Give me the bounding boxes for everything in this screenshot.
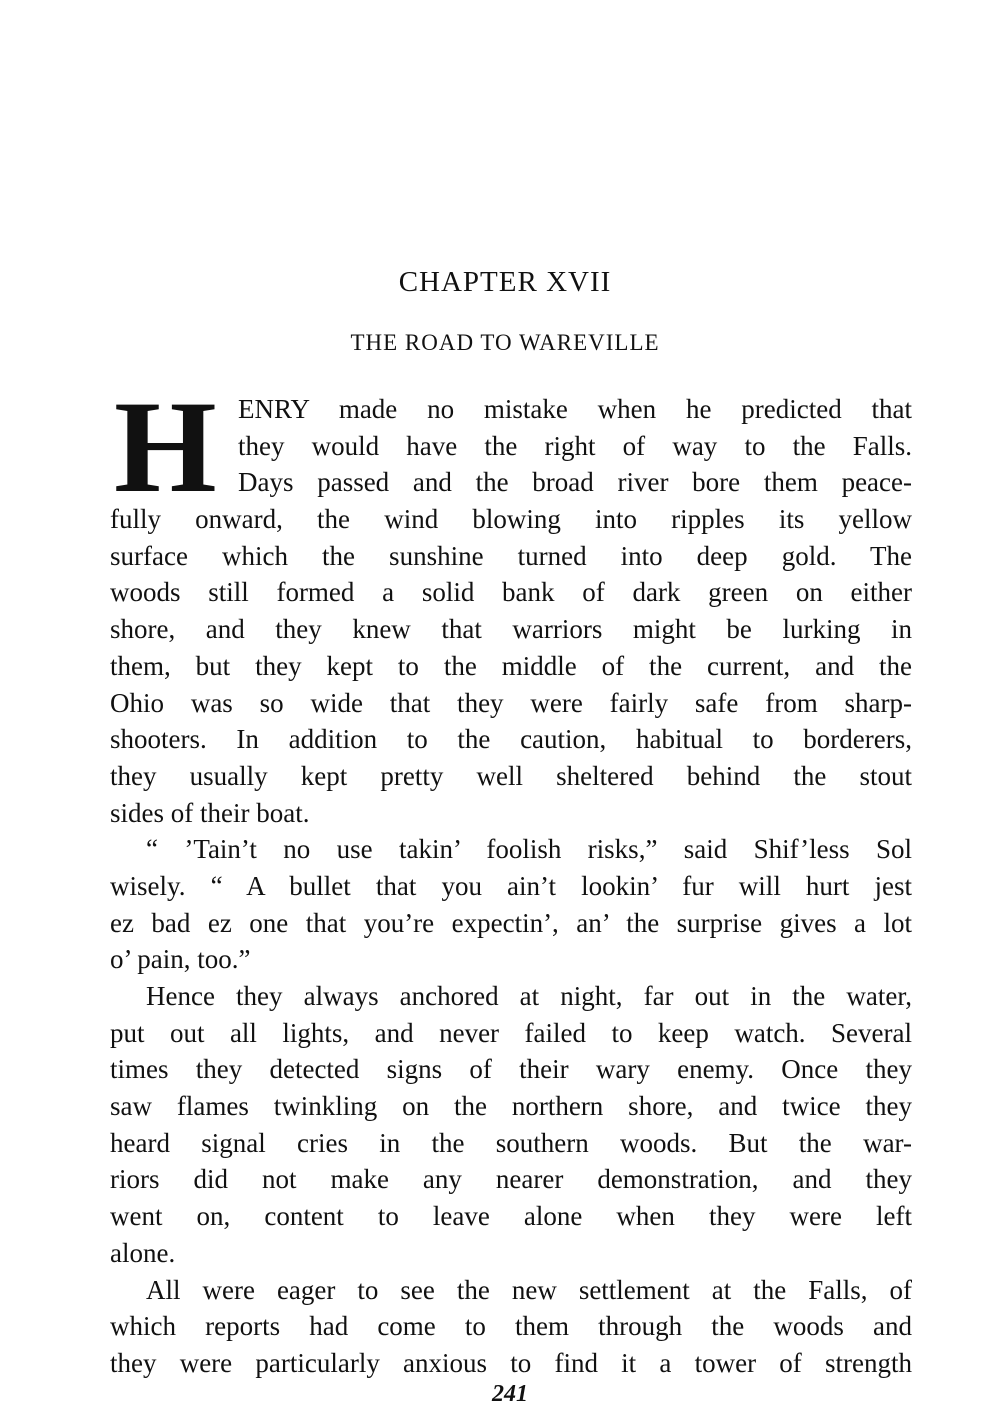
text-line: sides of their boat. bbox=[110, 797, 310, 828]
text-line: times they detected signs of their wary enemy. Once they bbox=[110, 1054, 912, 1085]
text-line: they were particularly anxious to find it a tower of strength bbox=[110, 1347, 912, 1378]
text-line: put out all lights, and never failed to keep watch. Several bbox=[110, 1017, 912, 1048]
paragraph-4 bbox=[110, 1272, 912, 1382]
text-line: All were eager to see the new settlement at the Falls, of bbox=[146, 1274, 912, 1305]
text-line: saw flames twinkling on the northern shore, and twice they bbox=[110, 1091, 912, 1122]
paragraph-3 bbox=[110, 978, 912, 1272]
chapter-number: CHAPTER XVII bbox=[398, 266, 612, 298]
text-line: ez bad ez one that you’re expectin’, an’ the surprise gives a lot bbox=[110, 907, 912, 938]
text-line: which reports had come to them through the woods and bbox=[110, 1311, 912, 1342]
text-line: Hence they always anchored at night, far out in the water, bbox=[146, 981, 912, 1011]
text-line: Ohio was so wide that they were fairly safe from sharp- bbox=[110, 687, 912, 718]
text-line: riors did not make any nearer demonstration, and they bbox=[110, 1164, 912, 1195]
text-line: “ ’Tain’t no use takin’ foolish risks,” said Shif’less Sol bbox=[146, 834, 912, 865]
paragraph-2 bbox=[110, 831, 912, 978]
text-line: alone. bbox=[110, 1237, 176, 1268]
text-line: shooters. In addition to the caution, habitual to borderers, bbox=[110, 724, 912, 755]
text-line: them, but they kept to the middle of the current, and the bbox=[110, 650, 912, 681]
text-line: surface which the sunshine turned into deep gold. The bbox=[110, 540, 912, 571]
text-line: o’ pain, too.” bbox=[110, 944, 251, 975]
text-line: wisely. “ A bullet that you ain’t lookin’ fur will hurt jest bbox=[110, 870, 912, 901]
text-line: went on, content to leave alone when they were left bbox=[110, 1201, 912, 1232]
text-line: they would have the right of way to the Falls. bbox=[238, 430, 912, 461]
text-line: they usually kept pretty well sheltered behind the stout bbox=[110, 760, 912, 791]
text-line: shore, and they knew that warriors might be lurking in bbox=[110, 614, 912, 645]
drop-cap: H bbox=[114, 373, 217, 520]
page-number: 241 bbox=[492, 1381, 528, 1407]
text-line: woods still formed a solid bank of dark green on either bbox=[110, 577, 912, 608]
chapter-body bbox=[110, 373, 912, 1382]
paragraph-1 bbox=[110, 373, 912, 831]
text-line: heard signal cries in the southern woods. But the war- bbox=[110, 1127, 912, 1158]
text-line: fully onward, the wind blowing into ripples its yellow bbox=[110, 504, 912, 535]
text-line: Days passed and the broad river bore them peace- bbox=[238, 467, 912, 498]
chapter-title: THE ROAD TO WAREVILLE bbox=[350, 330, 660, 355]
text-line: ENRY made no mistake when he predicted that bbox=[238, 394, 912, 424]
